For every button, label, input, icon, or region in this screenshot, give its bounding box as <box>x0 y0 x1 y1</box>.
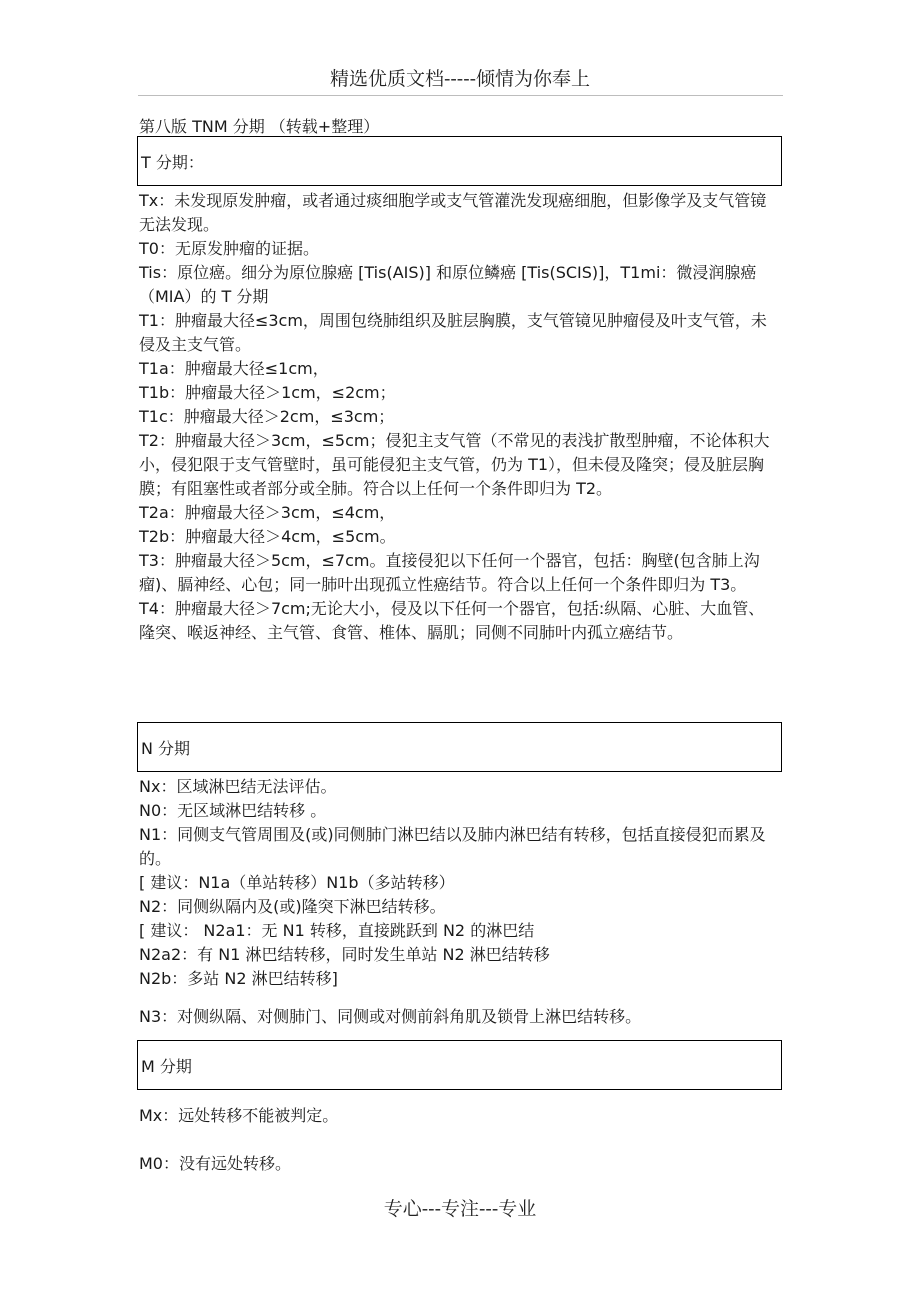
tx-definition: Tx：未发现原发肿瘤，或者通过痰细胞学或支气管灌洗发现癌细胞，但影像学及支气管镜无法发现。 <box>139 191 767 234</box>
t1a-definition: T1a：肿瘤最大径≤1cm， <box>139 359 329 378</box>
t3-definition: T3：肿瘤最大径＞5cm，≤7cm。直接侵犯以下任何一个器官，包括：胸壁(包含肺上沟瘤)、膈神经、心包；同一肺叶出现孤立性癌结节。符合以上任何一个条件即归为 T3。 <box>139 551 760 594</box>
t1c-definition: T1c：肿瘤最大径＞2cm，≤3cm； <box>139 407 395 426</box>
nx-definition: Nx：区域淋巴结无法评估。 <box>139 777 337 796</box>
t-stage-heading-box <box>137 136 782 186</box>
mx-definition: Mx：远处转移不能被判定。 <box>139 1106 339 1125</box>
m-stage-heading-box <box>137 1040 782 1090</box>
t0-definition: T0：无原发肿瘤的证据。 <box>139 239 319 258</box>
n2a2-definition: N2a2：有 N1 淋巴结转移，同时发生单站 N2 淋巴结转移 <box>139 945 550 964</box>
t2b-definition: T2b：肿瘤最大径＞4cm，≤5cm。 <box>139 527 396 546</box>
n1-definition: N1：同侧支气管周围及(或)同侧肺门淋巴结以及肺内淋巴结有转移，包括直接侵犯而累及的。 <box>139 825 766 868</box>
m0-definition: M0：没有远处转移。 <box>139 1154 291 1173</box>
t1b-definition: T1b：肿瘤最大径＞1cm，≤2cm； <box>139 383 396 402</box>
t1-definition: T1：肿瘤最大径≤3cm，周围包绕肺组织及脏层胸膜，支气管镜见肿瘤侵及叶支气管，未侵及主支气管。 <box>139 311 767 354</box>
n-stage-heading-box <box>137 722 782 772</box>
n2a1-suggestion: [ 建议： N2a1：无 N1 转移，直接跳跃到 N2 的淋巴结 <box>139 921 535 940</box>
page-header: 精选优质文档-----倾情为你奉上 <box>329 68 591 90</box>
t2-definition: T2：肿瘤最大径＞3cm，≤5cm；侵犯主支气管（不常见的表浅扩散型肿瘤，不论体积大小，侵犯限于支气管壁时，虽可能侵犯主支气管，仍为 T1），但未侵及隆突；侵及脏层胸膜；有阻塞性或者部分或全肺。符合以上任何一个条件即归为 T2。 <box>139 431 770 498</box>
document-title: 第八版 TNM 分期 （转载+整理） <box>139 117 380 136</box>
n1-suggestion: [ 建议：N1a（单站转移）N1b（多站转移） <box>139 873 455 892</box>
n3-definition: N3：对侧纵隔、对侧肺门、同侧或对侧前斜角肌及锁骨上淋巴结转移。 <box>139 1007 642 1026</box>
t-stage-definitions <box>139 189 779 645</box>
t2a-definition: T2a：肿瘤最大径＞3cm，≤4cm， <box>139 503 396 522</box>
n0-definition: N0：无区域淋巴结转移 。 <box>139 801 327 820</box>
m-stage-heading: M 分期 <box>141 1057 192 1076</box>
t4-definition: T4：肿瘤最大径＞7cm;无论大小，侵及以下任何一个器官，包括:纵隔、心脏、大血管、隆突、喉返神经、主气管、食管、椎体、膈肌；同侧不同肺叶内孤立癌结节。 <box>139 599 765 642</box>
n-stage-definitions <box>139 775 779 991</box>
n2b-definition: N2b：多站 N2 淋巴结转移] <box>139 969 338 988</box>
t-stage-heading: T 分期： <box>141 153 204 172</box>
page-footer: 专心---专注---专业 <box>383 1198 537 1220</box>
tis-definition: Tis：原位癌。细分为原位腺癌 [Tis(AIS)] 和原位鳞癌 [Tis(SCIS)]，T1mi：微浸润腺癌（MIA）的 T 分期 <box>139 263 757 306</box>
n2-definition: N2：同侧纵隔内及(或)隆突下淋巴结转移。 <box>139 897 446 916</box>
header-divider <box>138 95 783 96</box>
n-stage-heading: N 分期 <box>141 739 191 758</box>
